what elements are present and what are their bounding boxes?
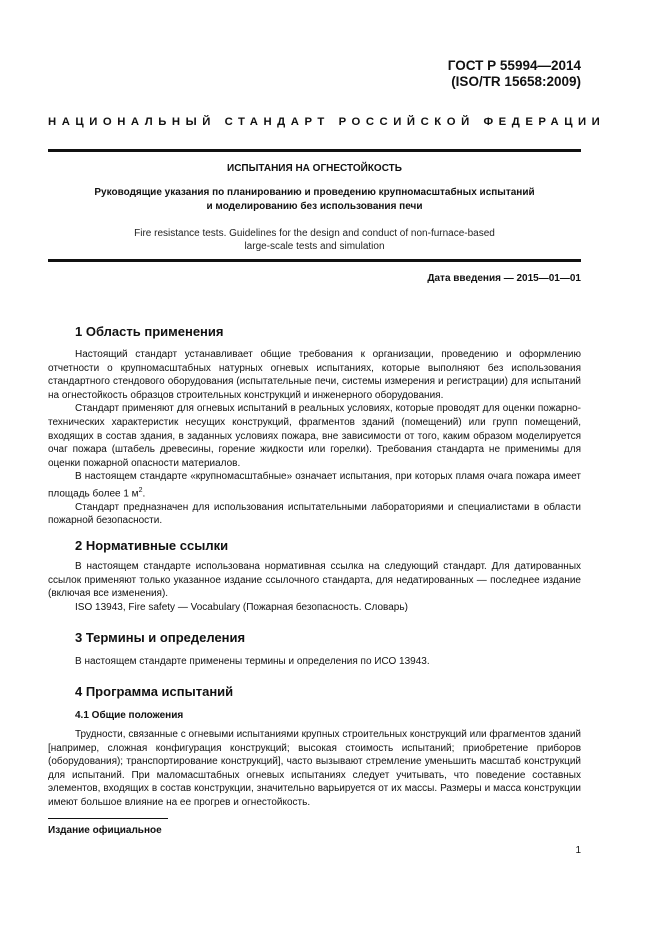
- paragraph: Стандарт применяют для огневых испытаний в реальных условиях, которые проводят для оценки пожарно-технических характеристик несущих конструкций, фрагментов зданий (помещений) или групп помещений, входящих в состав здания, в заданных условиях пожара, вне зависимости от того, каким образом моделируется очаг пожара (штабель древесины, горение жидкости или горелки). Требования стандарта не применимы для оценки пожарной опасности материалов.: [48, 403, 581, 469]
- section-normative-body: [48, 560, 581, 614]
- paragraph: Трудности, связанные с огневыми испытаниями крупных строительных конструкций или фрагментов зданий [например, сложная конфигурация конструкций; высокая стоимость испытаний; приобретение приборов (оборудования); транспортирование конструкций], часто вызывают стремление уменьшить масштаб конструкций для испытаний. При маломасштабных огневых испытаниях следует учитывать, что поведение составных элементов, входящих в состав конструкции, значительно варьируется от их массы. Размеры и масса конструкции имеют большое влияние на ее прогрев и огнестойкость.: [48, 729, 581, 808]
- section-terms-body: [48, 655, 581, 669]
- page-number: 1: [575, 845, 581, 856]
- paragraph-text: В настоящем стандарте «крупномасштабные» означает испытания, при которых пламя очага пожара имеет площадь более 1 м: [48, 471, 581, 500]
- designation-iso: (ISO/TR 15658:2009): [451, 74, 581, 89]
- national-standard-banner: НАЦИОНАЛЬНЫЙ СТАНДАРТ РОССИЙСКОЙ ФЕДЕРАЦИИ: [48, 116, 606, 128]
- section-normative-references: [48, 538, 581, 553]
- designation-gost: ГОСТ Р 55994—2014: [447, 58, 581, 73]
- title-english: [48, 227, 581, 253]
- paragraph-end: .: [142, 488, 146, 500]
- subsection-heading: 4.1 Общие положения: [75, 710, 184, 721]
- section-heading: 2 Нормативные ссылки: [75, 538, 229, 553]
- section-terms: [48, 630, 581, 645]
- footer-rule: [48, 818, 168, 819]
- paragraph: В настоящем стандарте использована нормативная ссылка на следующий стандарт. Для датированных ссылок применяют только указанное издание ссылочного стандарта, для недатированных — последнее издание (включая все изменения).: [48, 561, 581, 600]
- section-test-program: [48, 684, 581, 699]
- top-rule: [48, 149, 581, 152]
- title-en-line-1: Fire resistance tests. Guidelines for the design and conduct of non-furnace-based: [134, 228, 495, 239]
- paragraph: [48, 470, 581, 501]
- subtitle-line-1: Руководящие указания по планированию и проведению крупномасштабных испытаний: [94, 187, 535, 198]
- introduction-date: Дата введения — 2015—01—01: [427, 273, 581, 284]
- subtitle-russian: [48, 186, 581, 214]
- paragraph: Стандарт предназначен для использования испытательными лабораториями и специалистами в области пожарной безопасности.: [48, 501, 581, 527]
- paragraph: ISO 13943, Fire safety — Vocabulary (Пожарная безопасность. Словарь): [75, 601, 408, 613]
- superscript: 2: [138, 486, 143, 494]
- section-test-program-body: [48, 728, 581, 810]
- section-scope: [48, 324, 581, 339]
- subtitle-line-2: и моделированию без использования печи: [206, 201, 423, 212]
- official-edition-label: Издание официальное: [48, 825, 162, 836]
- standard-designation: [448, 58, 581, 90]
- section-heading: 3 Термины и определения: [75, 630, 246, 645]
- section-heading: 1 Область применения: [75, 324, 224, 339]
- title-russian: ИСПЫТАНИЯ НА ОГНЕСТОЙКОСТЬ: [227, 163, 402, 174]
- bottom-title-rule: [48, 259, 581, 262]
- title-en-line-2: large-scale tests and simulation: [244, 241, 385, 252]
- paragraph: В настоящем стандарте применены термины и определения по ИСО 13943.: [75, 656, 430, 667]
- section-heading: 4 Программа испытаний: [75, 684, 234, 699]
- subsection-general: [48, 710, 581, 721]
- paragraph: Настоящий стандарт устанавливает общие требования к организации, проведению и оформлению отчетности о крупномасштабных натурных огневых испытаниях, которые выполняют без использования стандартного стендового оборудования (испытательные печи, системы измерения и регистрации) для испытаний на огнестойкость образцов строительных конструкций и инженерного оборудования.: [48, 349, 581, 401]
- section-scope-body: [48, 348, 581, 528]
